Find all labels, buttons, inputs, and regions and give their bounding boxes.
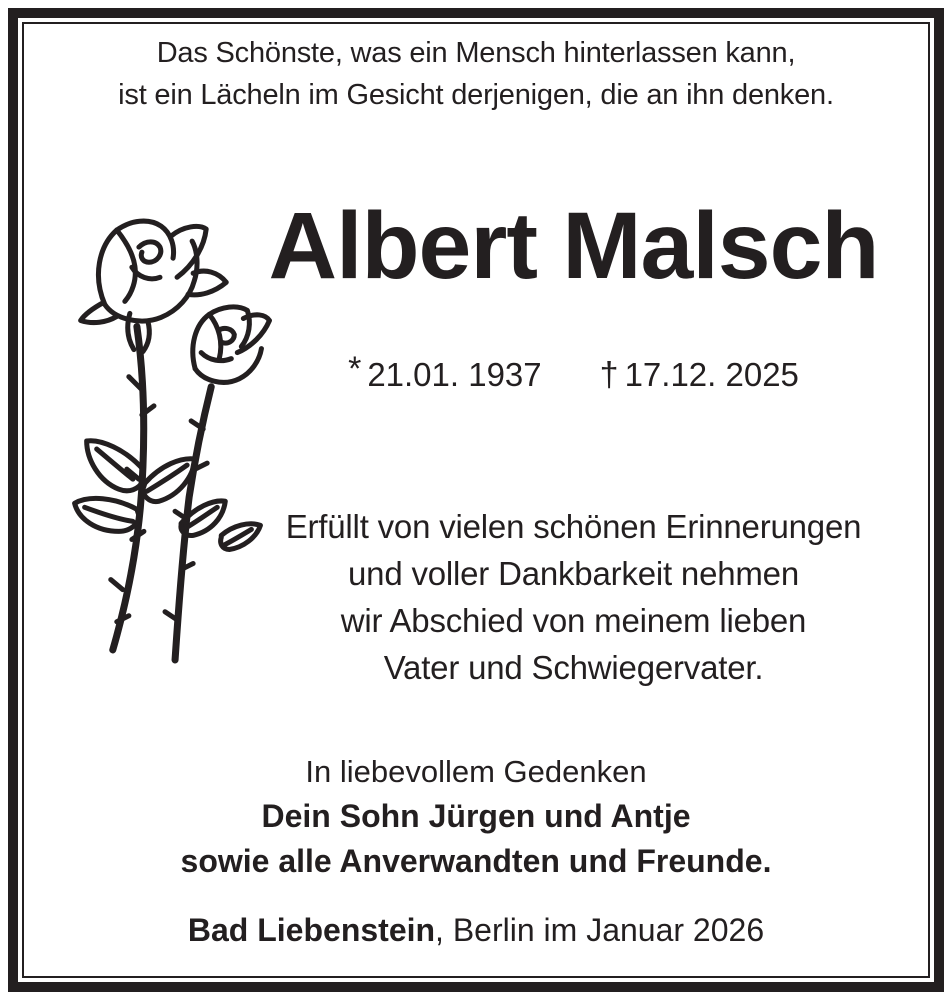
memorial-line-2: und voller Dankbarkeit nehmen xyxy=(348,555,799,592)
memorial-text xyxy=(235,503,912,691)
birth-star-symbol: * xyxy=(348,350,362,388)
place-date-line xyxy=(25,912,927,949)
relatives-line: sowie alle Anverwandten und Freunde. xyxy=(180,843,772,879)
death-cross-symbol: † xyxy=(599,356,619,394)
memorial-line-4: Vater und Schwiegervater. xyxy=(383,649,764,686)
memorial-quote xyxy=(25,32,927,116)
place-name: Bad Liebenstein xyxy=(187,912,436,948)
birth-date: 21.01. 1937 xyxy=(367,356,542,393)
deceased-name: Albert Malsch xyxy=(268,193,879,299)
closing-text xyxy=(25,749,927,884)
place-date-rest: , Berlin im Januar 2026 xyxy=(435,912,765,948)
life-dates xyxy=(235,350,912,395)
family-names: Dein Sohn Jürgen und Antje xyxy=(261,798,691,834)
memorial-line-1: Erfüllt von vielen schönen Erinnerungen xyxy=(285,508,862,545)
quote-line-2: ist ein Lächeln im Gesicht derjenigen, die an ihn denken. xyxy=(118,79,834,111)
quote-line-1: Das Schönste, was ein Mensch hinterlassen kann, xyxy=(156,37,796,69)
death-date: 17.12. 2025 xyxy=(624,356,799,393)
memorial-line-3: wir Abschied von meinem lieben xyxy=(340,602,807,639)
closing-line: In liebevollem Gedenken xyxy=(305,754,647,789)
